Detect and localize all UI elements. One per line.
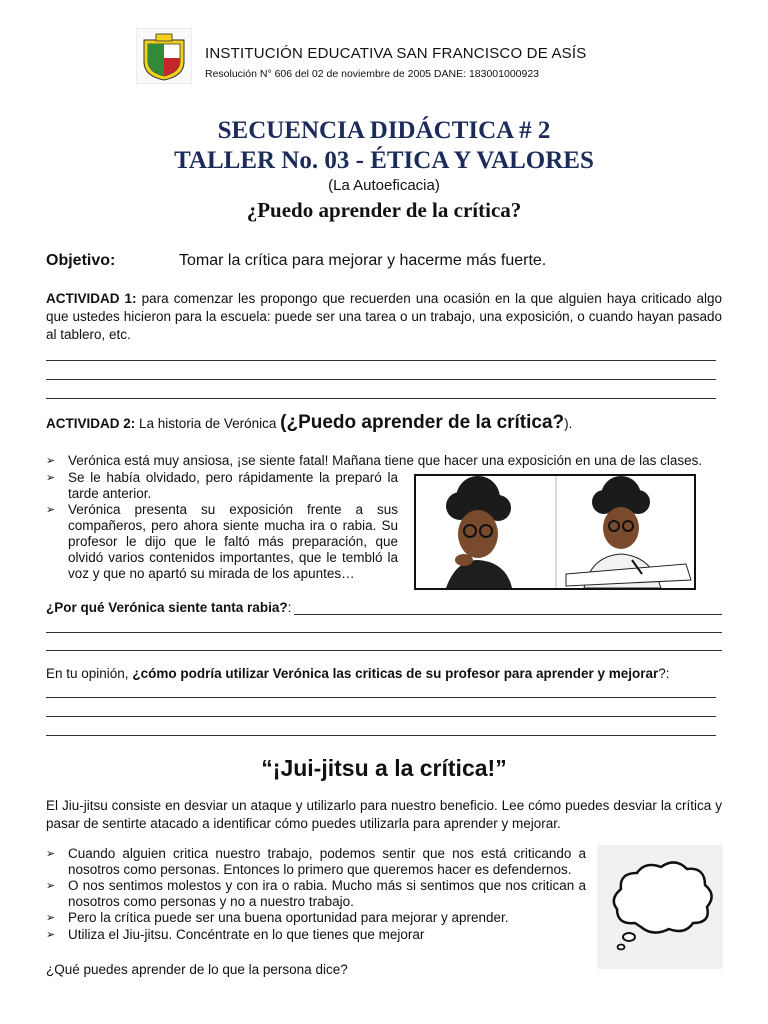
question-why-anger [46, 600, 291, 615]
thought-cloud-icon [597, 845, 723, 969]
bullet-text: Cuando alguien critica nuestro trabajo, podemos sentir que nos está criticando a nosotros como personas. Entonces lo primero que queremos hacer es defendernos. [68, 846, 586, 877]
list-item [46, 910, 591, 926]
activity2-intro: La historia de Verónica [139, 416, 277, 431]
answer-line[interactable] [46, 398, 716, 399]
answer-line[interactable] [46, 650, 722, 651]
subtitle: (La Autoeficacia) [328, 177, 440, 194]
objective-text: Tomar la crítica para mejorar y hacerme más fuerte. [179, 252, 547, 269]
activity2-label: ACTIVIDAD 2: [46, 416, 136, 431]
question2-suffix: ?: [658, 666, 670, 681]
workshop-title: TALLER No. 03 - ÉTICA Y VALORES [174, 147, 594, 174]
list-item [46, 453, 726, 469]
bullet-arrow-icon: ➢ [46, 880, 56, 892]
main-question: ¿Puedo aprender de la crítica? [246, 198, 522, 222]
bullet-text: Se le había olvidado, pero rápidamente la preparó la tarde anterior. [68, 470, 398, 501]
resolution-text: Resolución N° 606 del 02 de noviembre de 2005 DANE: 183001000923 [205, 68, 540, 80]
school-logo [136, 28, 192, 84]
activity1-paragraph [46, 290, 722, 344]
answer-line[interactable] [294, 614, 722, 615]
answer-line[interactable] [46, 632, 722, 633]
bullet-arrow-icon: ➢ [46, 848, 56, 860]
jiujitsu-title: “¡Jui-jitsu a la crítica!” [261, 755, 507, 781]
list-item [46, 927, 591, 943]
activity2-question: (¿Puedo aprender de la crítica? [280, 412, 565, 433]
answer-line[interactable] [46, 360, 716, 361]
answer-line[interactable] [46, 735, 716, 736]
answer-line[interactable] [46, 379, 716, 380]
objective-label: Objetivo: [46, 252, 116, 269]
veronica-illustration [414, 474, 696, 590]
question1-text: ¿Por qué Verónica siente tanta rabia? [46, 600, 288, 615]
question2-text: ¿cómo podría utilizar Verónica las criticas de su profesor para aprender y mejorar [132, 666, 659, 681]
activity1-text: para comenzar les propongo que recuerden una ocasión en la que alguien haya criticado algo que ustedes hicieron para la escuela: puede ser una tarea o un trabajo, una exposición, o cuando hayan pasado al tablero, etc. [46, 291, 722, 342]
answer-line[interactable] [46, 716, 716, 717]
jiujitsu-intro: El Jiu-jitsu consiste en desviar un ataque y utilizarlo para nuestro beneficio. Lee cómo puedes desviar la crítica y pasar de sentirte atacado a identificar cómo puedes utilizarla para aprender y mejorar. [46, 798, 722, 831]
activity2-heading [46, 412, 572, 434]
bullet-arrow-icon: ➢ [46, 929, 56, 941]
bullet-text: Verónica presenta su exposición frente a sus compañeros, pero ahora siente mucha ira o rabia. Su profesor le dijo que le faltó más preparación, que olvidó varios contenidos importantes, que le tembló la voz y que no apartó su mirada de los apuntes… [68, 502, 398, 581]
bullet-arrow-icon: ➢ [46, 455, 56, 467]
answer-line[interactable] [46, 697, 716, 698]
bullet-text: O nos sentimos molestos y con ira o rabia. Mucho más si sentimos que nos critican a nosotros como personas y no a nuestro trabajo. [68, 878, 586, 909]
list-item [46, 470, 402, 502]
list-item [46, 502, 402, 586]
final-question: ¿Qué puedes aprender de lo que la persona dice? [46, 962, 348, 977]
list-item [46, 878, 591, 910]
activity2-close: ). [564, 416, 573, 431]
question1-suffix: : [287, 600, 292, 615]
sequence-title: SECUENCIA DIDÁCTICA # 2 [217, 117, 551, 144]
bullet-arrow-icon: ➢ [46, 472, 56, 484]
list-item [46, 846, 591, 878]
bullet-arrow-icon: ➢ [46, 912, 56, 924]
bullet-text: Utiliza el Jiu-jitsu. Concéntrate en lo que tienes que mejorar [68, 927, 425, 942]
bullet-arrow-icon: ➢ [46, 504, 56, 516]
bullet-text: Verónica está muy ansiosa, ¡se siente fatal! Mañana tiene que hacer una exposición en una de las clases. [68, 453, 703, 468]
question2-prefix: En tu opinión, [46, 666, 133, 681]
bullet-text: Pero la crítica puede ser una buena oportunidad para mejorar y aprender. [68, 910, 509, 925]
activity1-label: ACTIVIDAD 1: [46, 291, 137, 306]
question-opinion [46, 666, 670, 681]
institution-name: INSTITUCIÓN EDUCATIVA SAN FRANCISCO DE ASÍS [205, 45, 587, 62]
